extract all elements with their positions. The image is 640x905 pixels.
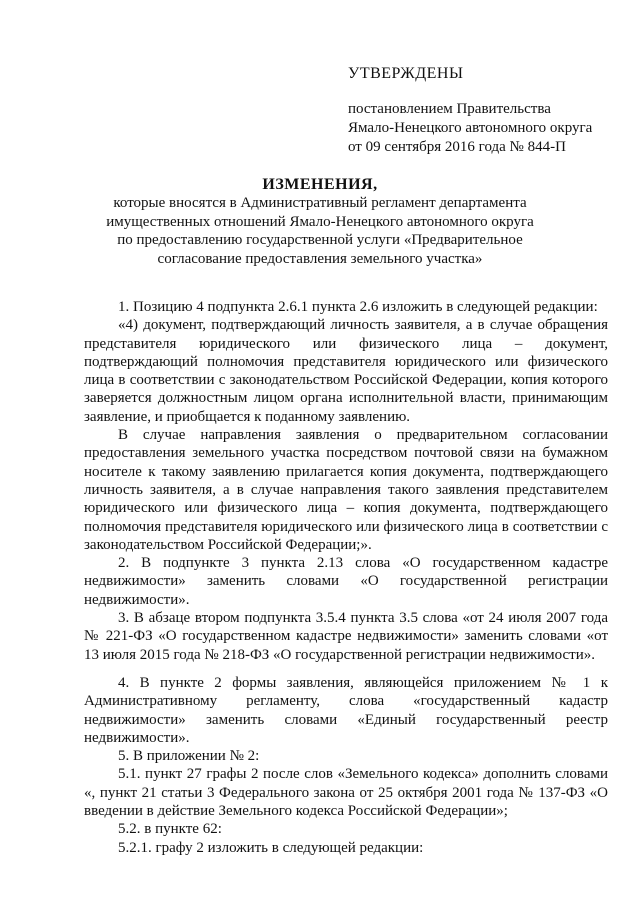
document-subtitle [80, 194, 560, 268]
approval-block [348, 64, 618, 157]
paragraph-4: 4. В пункте 2 формы заявления, являющейся приложением № 1 к Административному регламенту, слова «государственный кадастр недвижимости» заменить словами «Единый государственный реестр недвижимости». [84, 674, 608, 746]
document-title: ИЗМЕНЕНИЯ, [262, 176, 378, 193]
subtitle-line-2: имущественных отношений Ямало-Ненецкого автономного округа [106, 213, 534, 230]
approval-line-2: Ямало-Ненецкого автономного округа [348, 120, 593, 136]
paragraph-5: 5. В приложении № 2: [118, 748, 260, 765]
subtitle-line-1: которые вносятся в Административный регламент департамента [113, 195, 527, 211]
paragraph-1-quote-cont: В случае направления заявления о предварительном согласовании предоставления земельного участка посредством почтовой связи на бумажном носителе к такому заявлению прилагается копия документа, подтверждающего личность заявителя, а в случае направления такого заявления представителем юридического или физического лица – копия документа, подтверждающего полномочия представителя юридического или физического лица в соответствии с законодательством Российской Федерации;». [84, 427, 608, 553]
paragraph-1: 1. Позицию 4 подпункта 2.6.1 пункта 2.6 изложить в следующей редакции: [118, 299, 598, 315]
subtitle-line-4: согласование предоставления земельного участка» [157, 250, 483, 267]
paragraph-5-2-1: 5.2.1. графу 2 изложить в следующей редакции: [118, 839, 424, 856]
paragraph-5-2: 5.2. в пункте 62: [118, 821, 222, 838]
paragraph-5-1: 5.1. пункт 27 графы 2 после слов «Земельного кодекса» дополнить словами «, пункт 21 статьи 3 Федерального закона от 25 октября 2001 года № 137-ФЗ «О введении в действие Земельного кодекса Российской Федерации»; [84, 766, 608, 820]
approval-heading: УТВЕРЖДЕНЫ [348, 65, 464, 82]
paragraph-3: 3. В абзаце втором подпункта 3.5.4 пункта 3.5 слова «от 24 июля 2007 года № 221-ФЗ «О государственном кадастре недвижимости» заменить словами «от 13 июля 2015 года № 218-ФЗ «О государственной регистрации недвижимости». [84, 610, 608, 663]
subtitle-line-3: по предоставлению государственной услуги «Предварительное [117, 232, 523, 248]
paragraph-1-quote: «4) документ, подтверждающий личность заявителя, а в случае обращения представителя юридического или физического лица – документ, подтверждающий полномочия представителя юридического или физического лица в соответствии с законодательством Российской Федерации, копия которого заверяется должностным лицом органа исполнительной власти, принимающим заявление, и приобщается к поданному заявлению. [84, 317, 608, 425]
document-body [84, 298, 608, 857]
approval-line-3: от 09 сентября 2016 года № 844-П [348, 139, 566, 155]
paragraph-2: 2. В подпункте 3 пункта 2.13 слова «О государственном кадастре недвижимости» заменить словами «О государственной регистрации недвижимости». [84, 555, 608, 608]
approval-line-1: постановлением Правительства [348, 101, 551, 117]
